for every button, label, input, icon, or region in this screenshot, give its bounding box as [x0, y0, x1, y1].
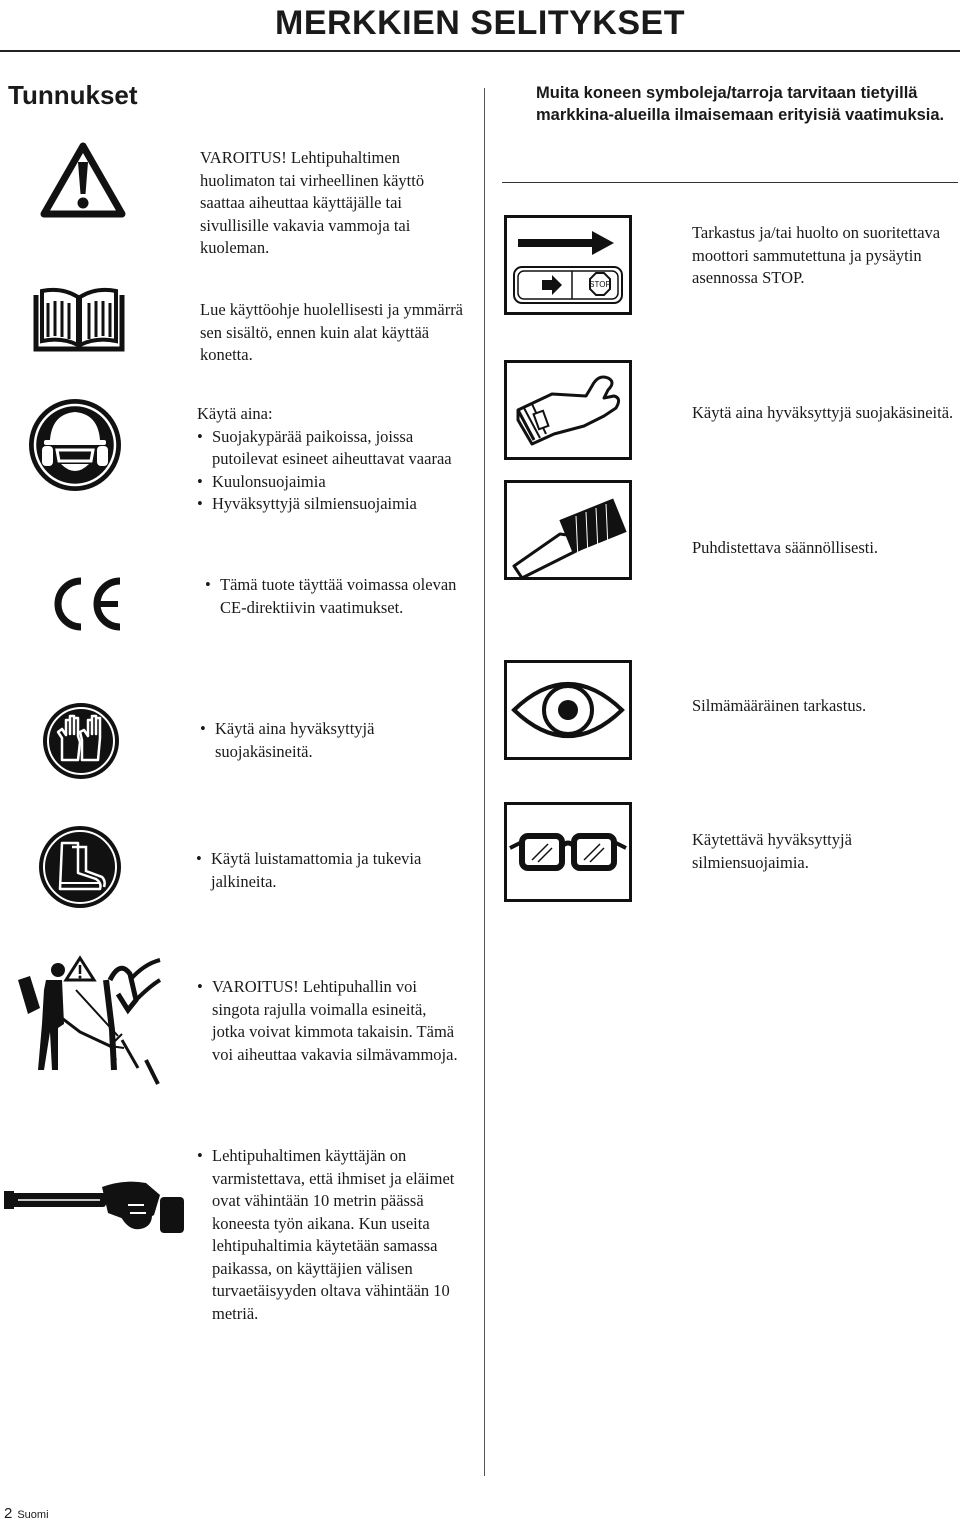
glove-icon — [504, 360, 632, 460]
ppe-eye-item: • Hyväksyttyjä silmiensuojaimia — [197, 493, 467, 516]
ppe-intro: Käytä aina: — [197, 404, 273, 423]
right-heading: Muita koneen symboleja/tarroja tarvitaan tietyillä markkina-alueilla ilmaisemaan erityisiä vaatimuksia. — [536, 84, 945, 124]
safety-boots-icon — [38, 825, 122, 909]
page-footer — [4, 1505, 49, 1522]
gloves-text: • Käytä aina hyväksyttyjä suojakäsineitä. — [200, 718, 460, 763]
helmet-earmuffs-goggles-icon — [28, 398, 122, 492]
warning-text: VAROITUS! Lehtipuhaltimen huolimaton tai virheellinen käyttö saattaa aiheuttaa käyttäjälle tai sivullisille vakavia vammoja tai kuoleman. — [200, 148, 425, 257]
glasses-text: Käytettävä hyväksyttyjä silmiensuojaimia. — [692, 830, 852, 872]
protective-gloves-icon — [42, 702, 120, 780]
boots-text: • Käytä luistamattomia ja tukevia jalkineita. — [196, 848, 456, 893]
manual-book-icon — [32, 285, 126, 353]
thrown-block — [197, 976, 462, 1066]
stop-label: STOP — [589, 280, 611, 289]
manual-text: Lue käyttöohje huolellisesti ja ymmärrä sen sisältö, ennen kuin alat käyttää konetta. — [200, 300, 464, 364]
gloves-block — [200, 718, 460, 763]
glove-text: Käytä aina hyväksyttyjä suojakäsineitä. — [692, 403, 954, 422]
distance-text: • Lehtipuhaltimen käyttäjän on varmistettava, että ihmiset ja eläimet ovat vähintään 10 metrin päässä koneesta työn aikana. Kun useita lehtipuhaltimia käytetään samassa paikassa, on käyttäjien välisen turvaetäisyyden oltava vähintään 10 metriä. — [197, 1145, 467, 1325]
stop-text: Tarkastus ja/tai huolto on suoritettava moottori sammutettuna ja pysäytin asennossa STOP. — [692, 223, 941, 287]
thrown-objects-warning-icon — [10, 950, 170, 1092]
right-heading-rule — [502, 182, 958, 183]
ce-block — [205, 574, 465, 619]
footer-language: Suomi — [17, 1509, 49, 1521]
ppe-hearing-item: • Kuulonsuojaimia — [197, 471, 467, 494]
safety-glasses-icon — [504, 802, 632, 902]
ce-mark-icon — [48, 575, 128, 633]
distance-block — [197, 1145, 467, 1325]
brush-cleaning-icon — [504, 480, 632, 580]
boots-block — [196, 848, 456, 893]
page-title: MERKKIEN SELITYKSET — [275, 4, 685, 42]
eye-inspection-icon — [504, 660, 632, 760]
clean-text: Puhdistettava säännöllisesti. — [692, 538, 879, 557]
page-number: 2 — [4, 1505, 13, 1522]
eye-text: Silmämääräinen tarkastus. — [692, 696, 867, 715]
blower-safety-distance-icon — [4, 1175, 188, 1255]
column-divider — [484, 88, 485, 1476]
stop-switch-icon — [504, 215, 632, 315]
thrown-text: • VAROITUS! Lehtipuhallin voi singota rajulla voimalla esineitä, jotka voivat kimmota takaisin. Tämä voi aiheuttaa vakavia silmävammoja. — [197, 976, 462, 1066]
ppe-helmet-item: • Suojakypärää paikoissa, joissa putoilevat esineet aiheuttavat vaaraa — [197, 426, 467, 471]
title-rule — [0, 50, 960, 52]
warning-triangle-icon — [40, 140, 126, 218]
ppe-block — [197, 403, 467, 516]
section-heading: Tunnukset — [8, 80, 138, 110]
ce-text: • Tämä tuote täyttää voimassa olevan CE-direktiivin vaatimukset. — [205, 574, 465, 619]
